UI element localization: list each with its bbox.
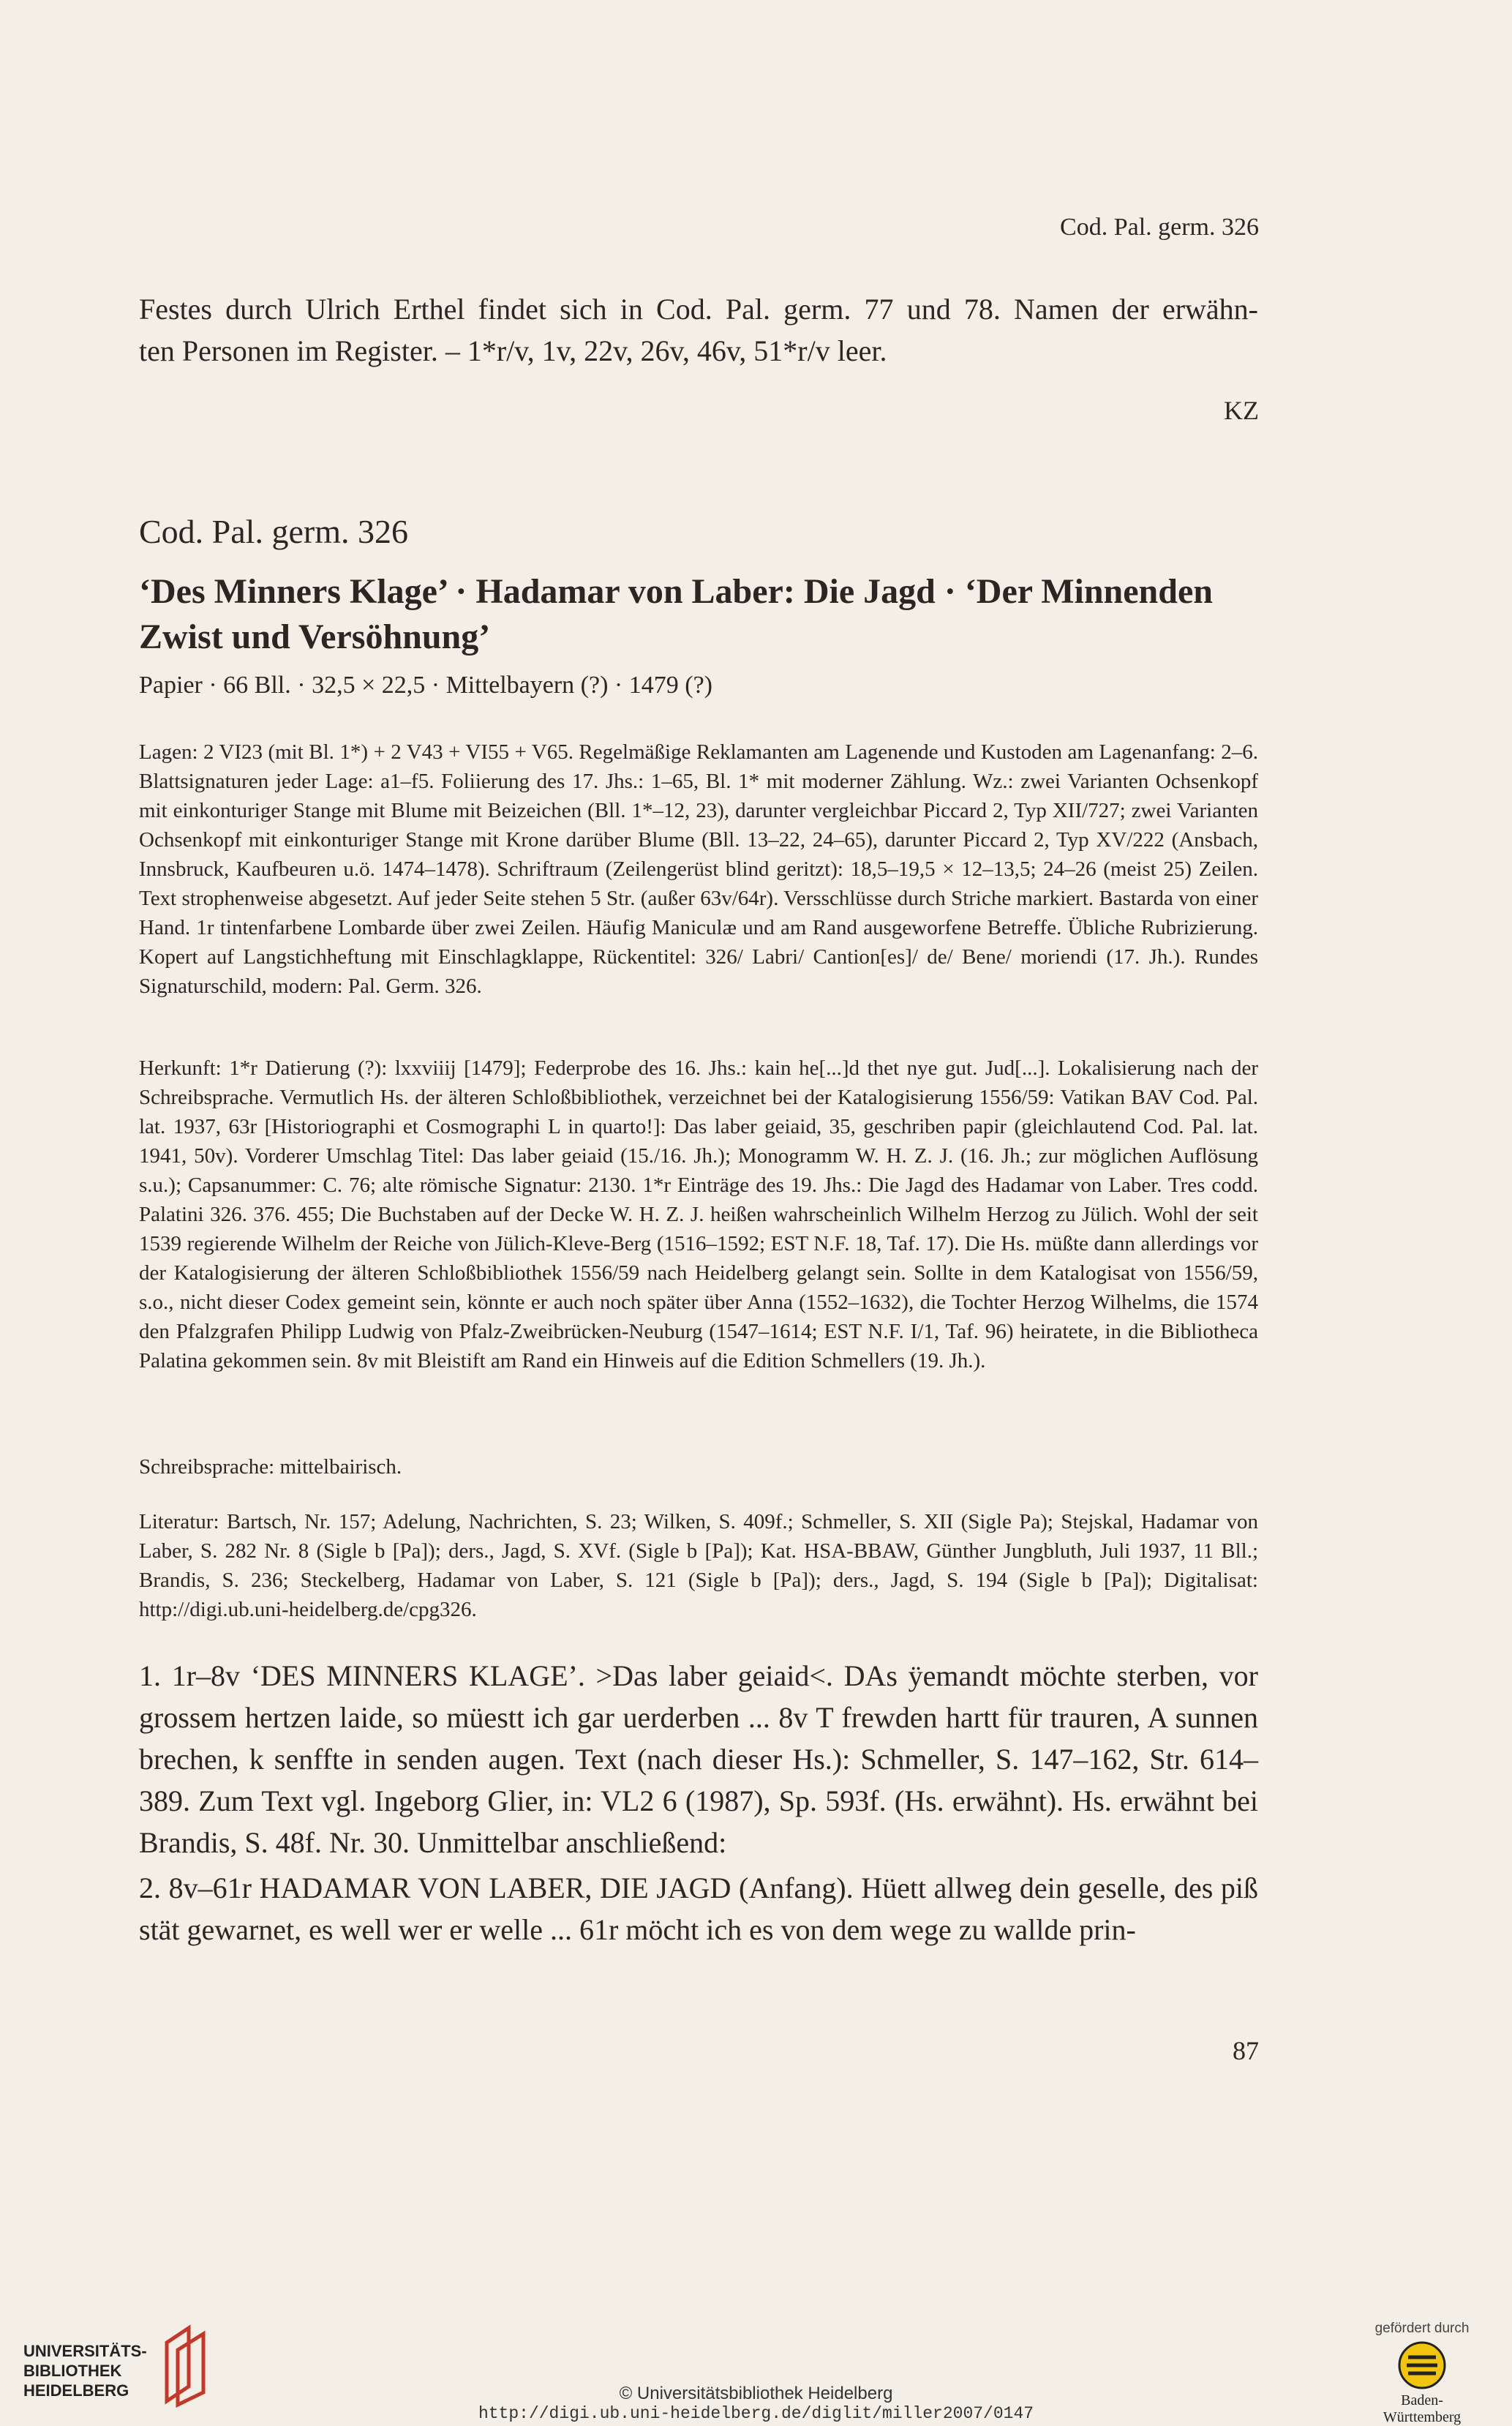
funded-by-label: gefördert durch xyxy=(1374,2321,1470,2336)
lagen-text: Lagen: 2 VI23 (mit Bl. 1*) + 2 V43 + VI55 + V65. Regelmäßige Reklamanten am Lagenende und Kustoden am Lagenanfang: 2–6. Blattsignaturen jeder Lage: a1–f5. Foliierung des 17. Jhs.: 1–65, Bl. 1* mit moderner Zählung. Wz.: zwei Varianten Ochsenkopf mit einkonturiger Stange mit Blume mit Beizeichen (Bll. 1*–12, 23), darunter vergleichbar Piccard 2, Typ XII/727; zwei Varianten Ochsenkopf mit einkonturiger Stange mit Krone darüber Blume (Bll. 13–22, 24–65), darunter Piccard 2, Typ XV/222 (Ansbach, Innsbruck, Kaufbeuren u.ö. 1474–1478). Schriftraum (Zeilengerüst blind geritzt): 18,5–19,5 × 12–13,5; 24–26 (meist 25) Zeilen. Text strophenweise abgesetzt. Auf jeder Seite stehen 5 Str. (außer 63v/64r). Versschlüsse durch Striche markiert. Bastarda von einer Hand. 1r tintenfarbene Lombarde über zwei Zeilen. Häufig Maniculæ und am Rand ausgeworfene Betreffe. Übliche Rubrizierung. Kopert auf Langstichheftung mit Einschlagklappe, Rückentitel: 326/ Labri/ Cantion[es]/ de/ Bene/ moriendi (17. Jh.). Rundes Signaturschild, modern: Pal. Germ. 326. xyxy=(139,740,1258,998)
item-1-text: 1. 1r–8v ‘DES MINNERS KLAGE’. >Das laber geiaid<. DAs ÿemandt möchte sterben, vor grossem hertzen laide, so müestt ich gar uerderben ... 8v T frewden hartt für trauren, A sunnen brechen, k senffte in senden augen. Text (nach dieser Hs.): Schmeller, S. 147–162, Str. 614–389. Zum Text vgl. Ingeborg Glier, in: VL2 6 (1987), Sp. 593f. (Hs. erwähnt). Hs. erwähnt bei Brandis, S. 48f. Nr. 30. Unmittelbar anschließend: xyxy=(139,1659,1258,1859)
copyright-notice: © Universitätsbibliothek Heidelberg xyxy=(619,2384,893,2403)
sponsor-block xyxy=(1367,2321,1477,2426)
codicology-paragraph xyxy=(139,737,1258,1001)
physical-description: Papier · 66 Bll. · 32,5 × 22,5 · Mittelbayern (?) · 1479 (?) xyxy=(139,672,712,699)
contents-item-1 xyxy=(139,1655,1258,1863)
herkunft-text: Herkunft: 1*r Datierung (?): lxxviiij [1479]; Federprobe des 16. Jhs.: kain he[...]d thet nye gut. Jud[...]. Lokalisierung nach der Schreibsprache. Vermutlich Hs. der älteren Schloßbibliothek, verzeichnet bei der Katalogisierung 1556/59: Vatikan BAV Cod. Pal. lat. 1937, 63r [Historiographi et Cosmographi L in quarto!]: Das laber geiaid, 35, geschriben papir (gleichlautend Cod. Pal. lat. 1941, 50v). Vorderer Umschlag Titel: Das laber geiaid (15./16. Jh.); Monogramm W. H. Z. J. (16. Jh.; zur möglichen Auflösung s.u.); Capsanummer: C. 76; alte römische Signatur: 2130. 1*r Einträge des 19. Jhs.: Die Jagd des Hadamar von Laber. Tres codd. Palatini 326. 376. 455; Die Buchstaben auf der Decke W. H. Z. J. heißen wahrscheinlich Wilhelm Herzog zu Jülich. Wohl der seit 1539 regierende Wilhelm der Reiche von Jülich-Kleve-Berg (1516–1592; EST N.F. 18, Taf. 17). Die Hs. müßte dann allerdings vor der Katalogisierung der älteren Schloßbibliothek 1556/59 nach Heidelberg gelangt sein. Sollte in dem Katalogisat von 1556/59, s.o., nicht dieser Codex gemeint sein, könnte er auch noch später über Anna (1552–1632), die Tochter Herzog Wilhelms, die 1574 den Pfalzgrafen Philipp Ludwig von Pfalz-Zweibrücken-Neuburg (1547–1614; EST N.F. I/1, Taf. 96) heiratete, in die Bibliotheca Palatina gekommen sein. 8v mit Bleistift am Rand ein Hinweis auf die Edition Schmellers (19. Jh.). xyxy=(139,1056,1258,1372)
running-head: Cod. Pal. germ. 326 xyxy=(1060,214,1259,241)
intro-paragraph xyxy=(139,288,1258,372)
contents-item-2 xyxy=(139,1867,1258,1950)
author-initials: KZ xyxy=(1224,396,1259,425)
viewer-footer xyxy=(0,2305,1512,2425)
schreibsprache-text: Schreibsprache: mittelbairisch. xyxy=(139,1455,402,1479)
literature-paragraph xyxy=(139,1507,1258,1624)
intro-line-1: Festes durch Ulrich Erthel findet sich in Cod. Pal. germ. 77 und 78. Namen der erwähn- xyxy=(139,293,1258,326)
shelfmark-heading: Cod. Pal. germ. 326 xyxy=(139,513,408,550)
intro-line-2: ten Personen im Register. – 1*r/v, 1v, 22v, 26v, 46v, 51*r/v leer. xyxy=(139,334,887,367)
work-title: ‘Des Minners Klage’ · Hadamar von Laber: Die Jagd · ‘Der Minnenden Zwist und Versöhnung’ xyxy=(139,572,1213,656)
permalink[interactable]: http://digi.ub.uni-heidelberg.de/diglit/miller2007/0147 xyxy=(478,2404,1034,2423)
coat-of-arms-icon xyxy=(1398,2341,1446,2389)
library-logo[interactable]: UNIVERSITÄTS- BIBLIOTHEK HEIDELBERG xyxy=(23,2342,147,2400)
item-2-text: 2. 8v–61r HADAMAR VON LABER, DIE JAGD (Anfang). Hüett allweg dein geselle, des piß stät gewarnet, es well wer er welle ... 61r möcht ich es von dem wege zu wallde prin- xyxy=(139,1871,1258,1946)
literatur-text: Literatur: Bartsch, Nr. 157; Adelung, Nachrichten, S. 23; Wilken, S. 409f.; Schmeller, S. XII (Sigle Pa); Stejskal, Hadamar von Laber, S. 282 Nr. 8 (Sigle b [Pa]); ders., Jagd, S. XVf. (Sigle b [Pa]); Kat. HSA-BBAW, Günther Jungbluth, Juli 1937, 11 Bll.; Brandis, S. 236; Steckelberg, Hadamar von Laber, S. 121 (Sigle b [Pa]); ders., Jagd, S. 194 (Sigle b [Pa]); Digitalisat: http://digi.ub.uni-heidelberg.de/cpg326. xyxy=(139,1510,1258,1621)
sponsor-name[interactable]: Baden-Württemberg xyxy=(1383,2392,1462,2425)
page-number: 87 xyxy=(1233,2036,1259,2065)
language-paragraph xyxy=(139,1452,1258,1481)
provenance-paragraph xyxy=(139,1054,1258,1375)
